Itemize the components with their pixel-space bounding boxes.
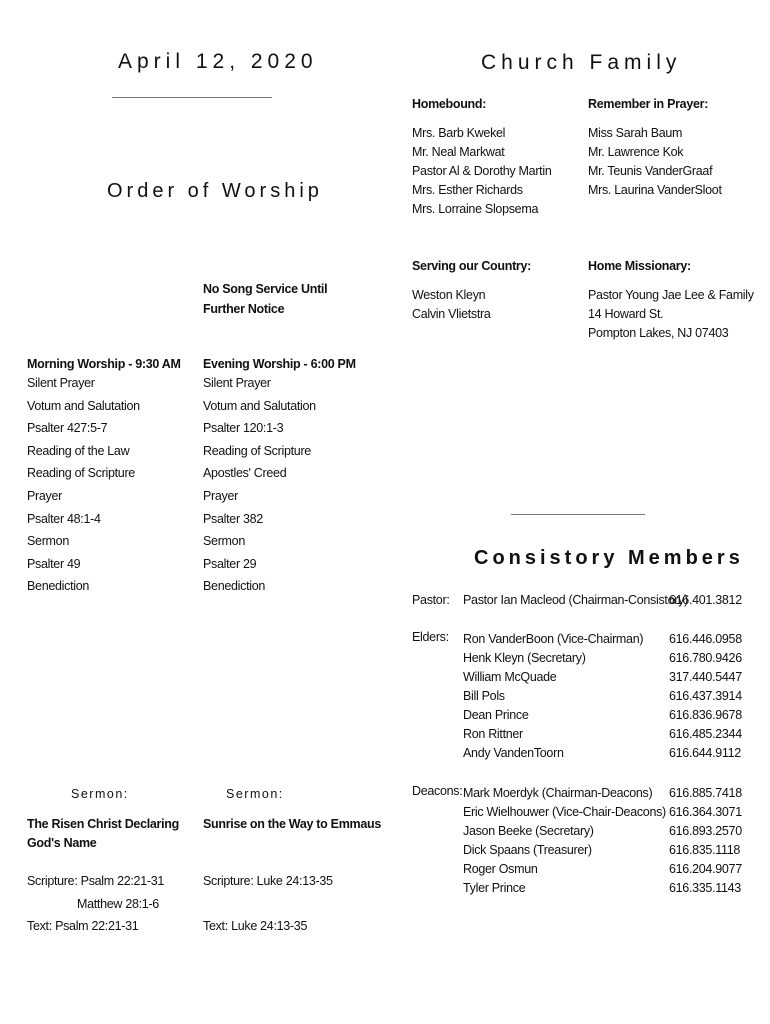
church-family-title: Church Family	[481, 51, 682, 74]
bulletin-date: April 12, 2020	[118, 50, 318, 73]
phone-number: 616.644.9112	[669, 746, 741, 760]
consistory-title: Consistory Members	[474, 547, 744, 569]
list-item: Tyler Prince	[463, 881, 526, 895]
notice-line-2: Further Notice	[203, 302, 285, 316]
list-item: Psalter 29	[203, 556, 257, 571]
list-item: Calvin Vlietstra	[412, 307, 491, 321]
phone-number: 616.437.3914	[669, 689, 742, 703]
list-item: Psalter 120:1-3	[203, 421, 284, 436]
phone-number: 616.335.1143	[669, 881, 741, 895]
phone-number: 616.485.2344	[669, 727, 742, 741]
list-item: Silent Prayer	[27, 376, 95, 390]
sermon-am-text: Text: Psalm 22:21-31	[27, 919, 139, 933]
prayer-list	[588, 124, 722, 200]
elders-label: Elders:	[412, 630, 449, 644]
list-item: Silent Prayer	[203, 376, 271, 390]
list-item: Apostles' Creed	[203, 466, 287, 481]
evening-worship	[203, 355, 356, 598]
list-item: Mrs. Lorraine Slopsema	[412, 202, 539, 216]
list-item: Pompton Lakes, NJ 07403	[588, 326, 729, 340]
phone-number: 616.204.9077	[669, 862, 742, 876]
list-item: Henk Kleyn (Secretary)	[463, 651, 586, 665]
elders-names	[463, 630, 643, 763]
sermon-pm-title-line: Sunrise on the Way to Emmaus	[203, 817, 381, 831]
phone-number: 616.885.7418	[669, 786, 742, 800]
list-item: Prayer	[27, 488, 63, 503]
pastor-phone: 616.401.3812	[669, 593, 742, 607]
list-item: Mr. Lawrence Kok	[588, 145, 684, 159]
list-item: Reading of Scripture	[203, 443, 311, 458]
list-item: Mrs. Esther Richards	[412, 183, 523, 197]
list-item: Bill Pols	[463, 689, 505, 703]
phone-number: 616.780.9426	[669, 651, 742, 665]
list-item: Ron VanderBoon (Vice-Chairman)	[463, 632, 644, 646]
pastor-name: Pastor Ian Macleod (Chairman-Consistory)	[463, 593, 688, 607]
sermon-am-title-line: God's Name	[27, 836, 97, 850]
sermon-pm-text: Text: Luke 24:13-35	[203, 919, 308, 933]
list-item: Mark Moerdyk (Chairman-Deacons)	[463, 786, 653, 800]
sermon-am-title-line: The Risen Christ Declaring	[27, 817, 179, 831]
list-item: Reading of the Law	[27, 443, 130, 458]
sermon-pm-title	[203, 815, 381, 834]
homebound-heading: Homebound:	[412, 97, 487, 111]
phone-number: 317.440.5447	[669, 670, 742, 684]
list-item: Mr. Neal Markwat	[412, 145, 505, 159]
list-item: Weston Kleyn	[412, 288, 486, 302]
phone-number: 616.836.9678	[669, 708, 742, 722]
list-item: Ron Rittner	[463, 727, 523, 741]
list-item: Votum and Salutation	[27, 398, 140, 413]
list-item: Psalter 382	[203, 511, 263, 526]
list-item: Benediction	[203, 579, 266, 594]
prayer-heading: Remember in Prayer:	[588, 97, 709, 111]
list-item: Miss Sarah Baum	[588, 126, 683, 140]
list-item: Roger Osmun	[463, 862, 538, 876]
sermon-pm-label: Sermon:	[226, 787, 284, 801]
list-item: Reading of Scripture	[27, 466, 135, 481]
phone-number: 616.893.2570	[669, 824, 742, 838]
list-item: Mrs. Barb Kwekel	[412, 126, 506, 140]
list-item: Pastor Al & Dorothy Martin	[412, 164, 552, 178]
phone-number: 616.446.0958	[669, 632, 742, 646]
list-item: Sermon	[27, 534, 69, 549]
deacons-label: Deacons:	[412, 784, 463, 798]
sermon-pm-scripture: Scripture: Luke 24:13-35	[203, 874, 333, 888]
list-item: Jason Beeke (Secretary)	[463, 824, 594, 838]
list-item: Eric Wielhouwer (Vice-Chair-Deacons)	[463, 805, 666, 819]
phone-number: 616.835.1118	[669, 843, 741, 857]
morning-worship-heading: Morning Worship - 9:30 AM	[27, 357, 181, 371]
morning-worship	[27, 355, 181, 598]
list-item: Pastor Young Jae Lee & Family	[588, 288, 754, 302]
country-list	[412, 286, 491, 324]
country-heading: Serving our Country:	[412, 259, 532, 273]
list-item: Benediction	[27, 579, 90, 594]
list-item: Votum and Salutation	[203, 398, 316, 413]
list-item: Psalter 427:5-7	[27, 421, 108, 436]
sermon-am-label: Sermon:	[71, 787, 129, 801]
missionary-heading: Home Missionary:	[588, 259, 691, 273]
pastor-label: Pastor:	[412, 593, 450, 607]
sermon-am-title	[27, 815, 179, 853]
list-item: Dean Prince	[463, 708, 529, 722]
notice-line-1: No Song Service Until	[203, 282, 328, 296]
list-item: Dick Spaans (Treasurer)	[463, 843, 592, 857]
list-item: Andy VandenToorn	[463, 746, 564, 760]
deacons-names	[463, 784, 666, 898]
list-item: 14 Howard St.	[588, 307, 664, 321]
date-divider	[112, 97, 272, 98]
list-item: Mr. Teunis VanderGraaf	[588, 164, 713, 178]
list-item: William McQuade	[463, 670, 557, 684]
song-service-notice	[203, 279, 327, 319]
list-item: Mrs. Laurina VanderSloot	[588, 183, 722, 197]
order-of-worship-title: Order of Worship	[107, 180, 323, 202]
homebound-list	[412, 124, 551, 219]
morning-items-list	[27, 372, 181, 598]
sermon-am-scripture: Scripture: Psalm 22:21-31	[27, 874, 165, 888]
consistory-divider	[511, 514, 645, 515]
evening-items-list	[203, 372, 356, 598]
list-item: Psalter 49	[27, 556, 81, 571]
list-item: Psalter 48:1-4	[27, 511, 101, 526]
list-item: Sermon	[203, 534, 245, 549]
missionary-list	[588, 286, 754, 343]
evening-worship-heading: Evening Worship - 6:00 PM	[203, 357, 356, 371]
phone-number: 616.364.3071	[669, 805, 742, 819]
list-item: Prayer	[203, 488, 239, 503]
deacons-phones	[669, 784, 742, 898]
sermon-am-scripture-2: Matthew 28:1-6	[77, 897, 159, 911]
elders-phones	[669, 630, 742, 763]
